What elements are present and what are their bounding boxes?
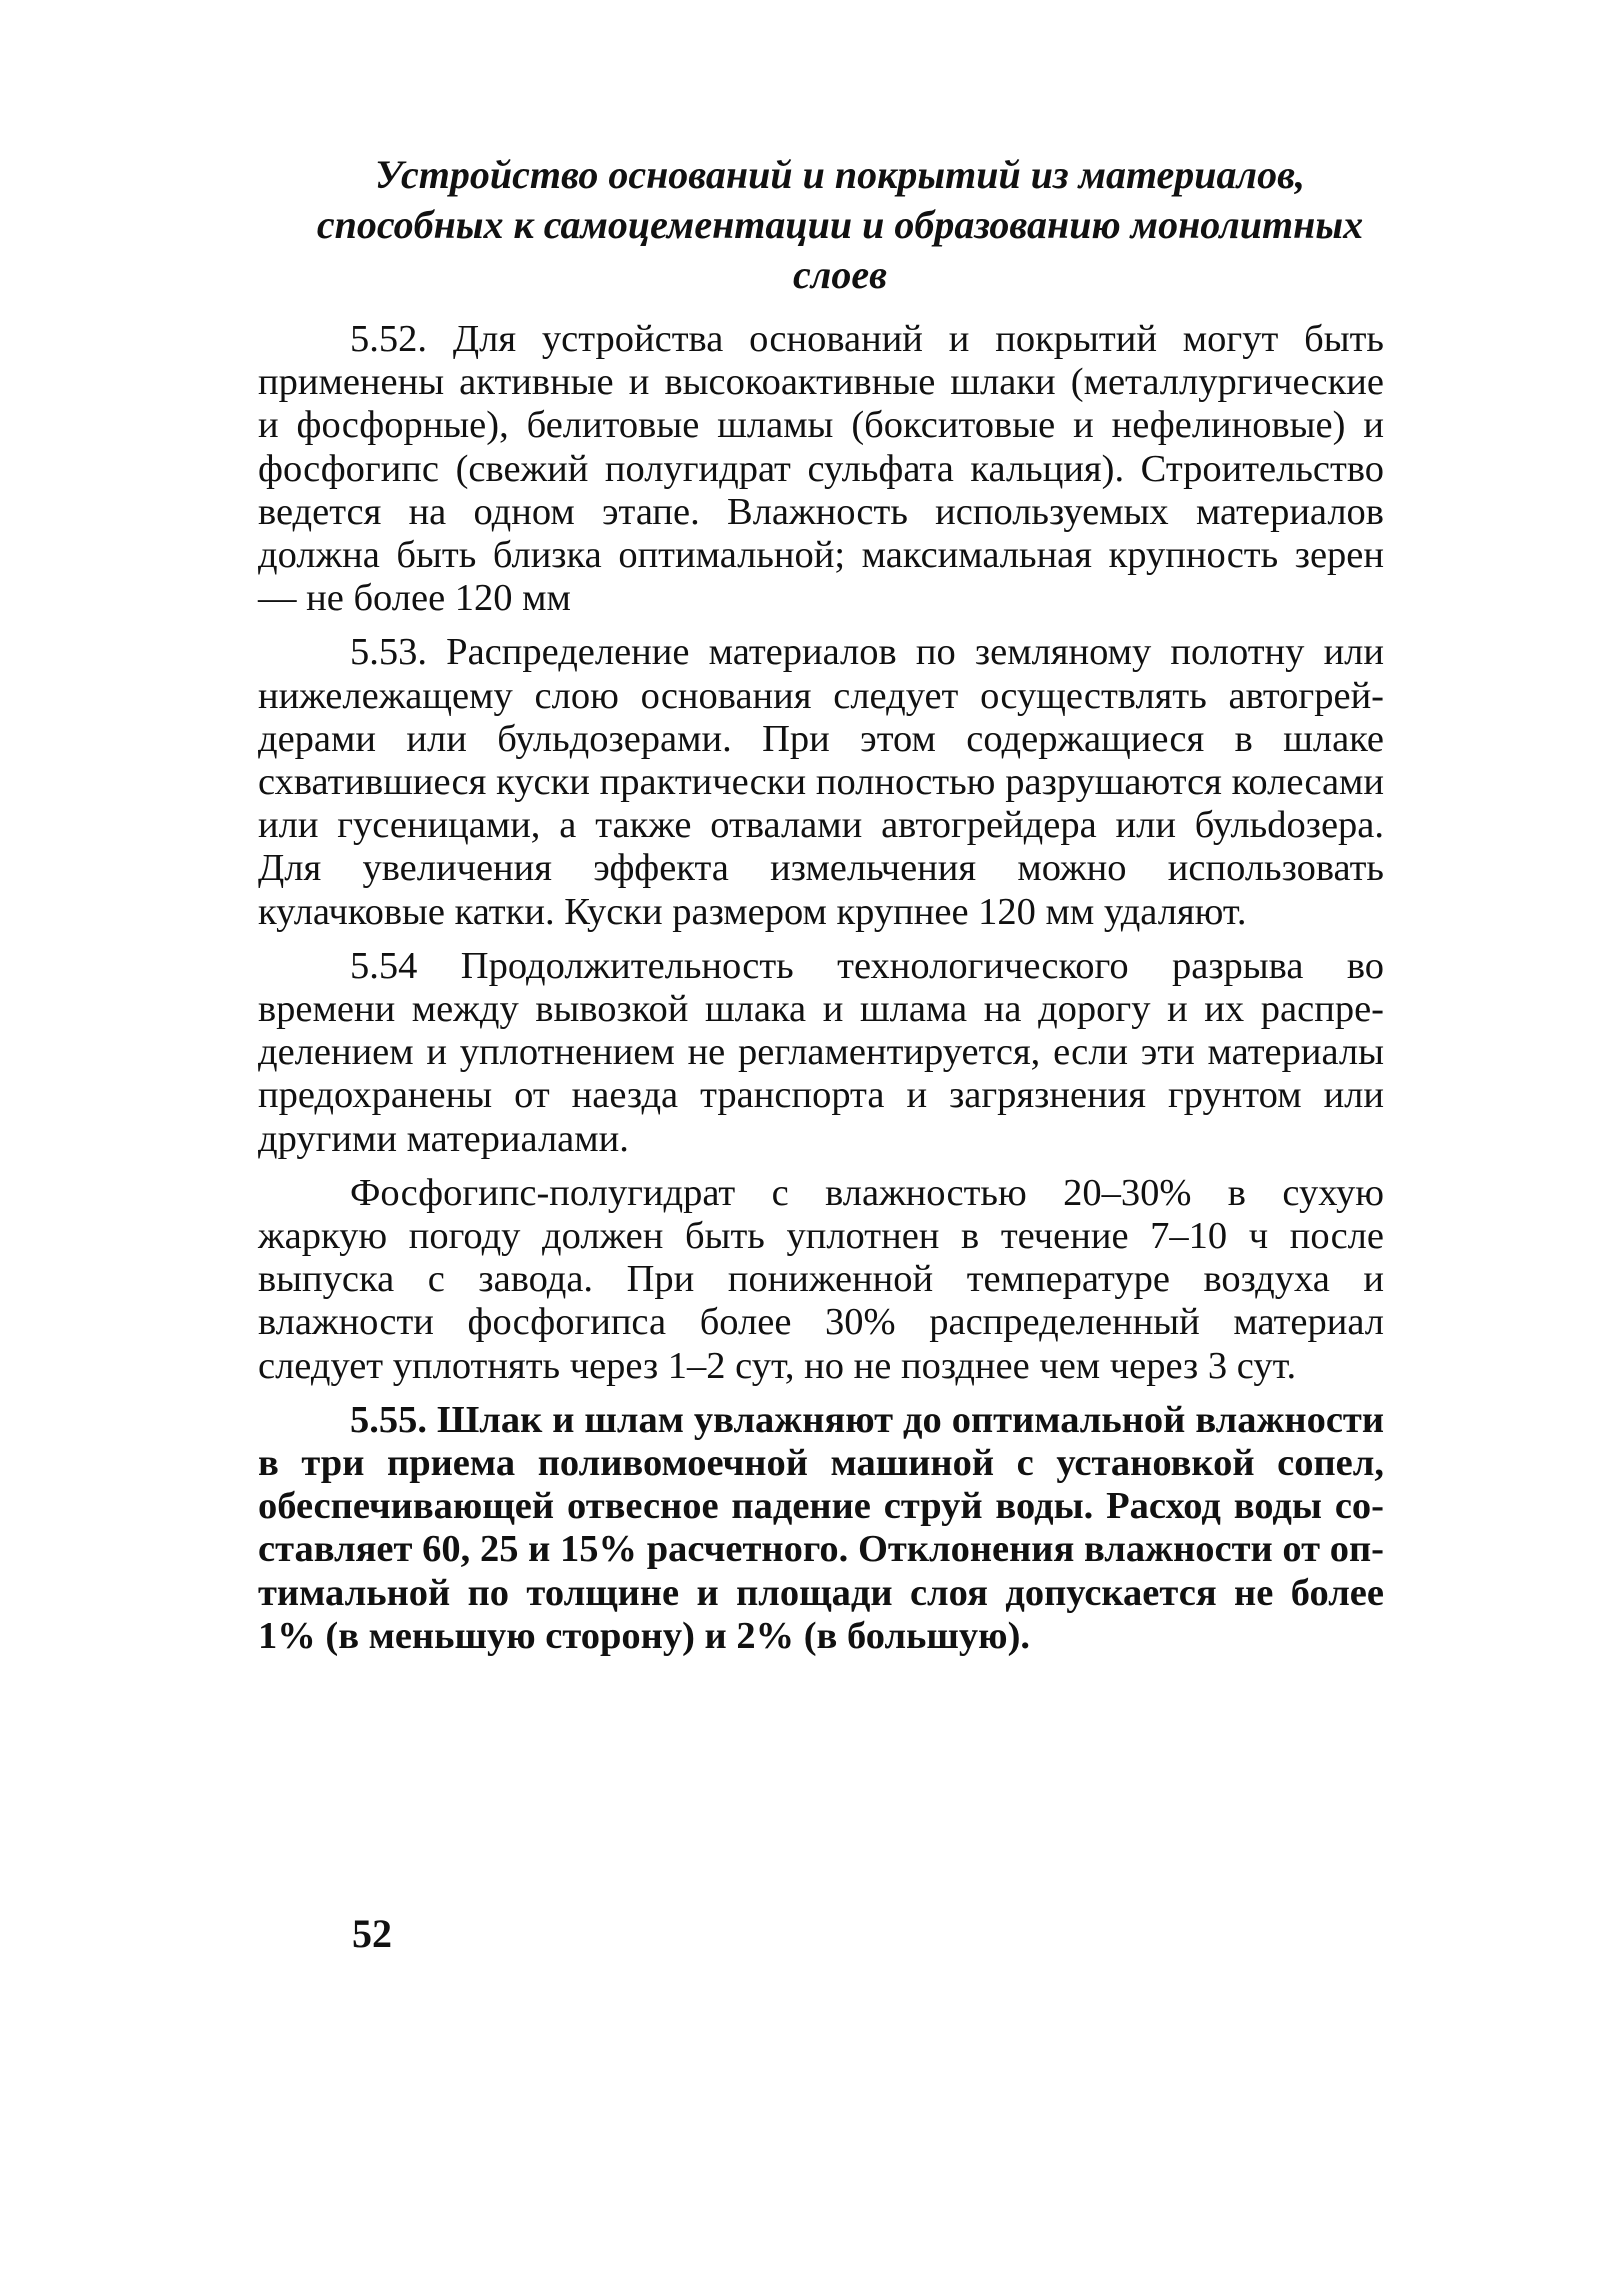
page-number: 52	[352, 1911, 392, 1956]
heading-line-1: Устройство оснований и покрытий из материалов,	[375, 152, 1305, 197]
paragraph-5-55: 5.55. Шлак и шлам увлажняют до оптимальной влажности в три приема поливомоечной машиной с установкой сопел, обеспечивающей отвесное падение струй воды. Расход воды составляет 60, 25 и 15% расчетного. Отклонения влажности от оптимальной по толщине и площади слоя допускается не более 1% (в меньшую сторону) и 2% (в большую).	[258, 1398, 1384, 1657]
paragraph-5-54: 5.54 Продолжительность технологического разрыва во времени между вывозкой шлака и шлама на дорогу и их распределением и уплотнением не регламентируется, если эти материалы предохранены от наезда транспорта и загрязнения грунтом или другими материалами.	[258, 944, 1384, 1160]
heading-line-3: слоев	[793, 252, 887, 297]
heading-line-2: способных к самоцементации и образованию монолитных	[316, 202, 1364, 247]
paragraph-5-53: 5.53. Распределение материалов по земляному полотну или нижележащему слою основания следует осуществлять автогрейдерами или бульдозерами. При этом содержащиеся в шлаке схватившиеся куски практически полностью разрушаются колесами или гусеницами, а также отвалами автогрейдера или бульdозера. Для увеличения эффекта измельчения можно использовать кулачковые катки. Куски размером крупнее 120 мм удаляют.	[258, 631, 1384, 933]
paragraph-5-52: 5.52. Для устройства оснований и покрытий могут быть применены активные и высокоактивные шлаки (металлургические и фосфорные), белитовые шламы (бокситовые и нефелиновые) и фосфогипс (свежий полугидрат сульфата кальция). Строительство ведется на одном этапе. Влажность используемых материалов должна быть близка оптимальной; максимальная крупность зерен — не более 120 мм	[258, 318, 1384, 620]
body-text	[258, 318, 1384, 1669]
section-heading	[300, 150, 1380, 300]
paragraph-phosphogypsum: Фосфогипс-полугидрат с влажностью 20–30% в сухую жаркую погоду должен быть уплотнен в течение 7–10 ч после выпуска с завода. При пониженной температуре воздуха и влажности фосфогипса более 30% распределенный материал следует уплотнять через 1–2 сут, но не позднее чем через 3 сут.	[258, 1171, 1384, 1387]
